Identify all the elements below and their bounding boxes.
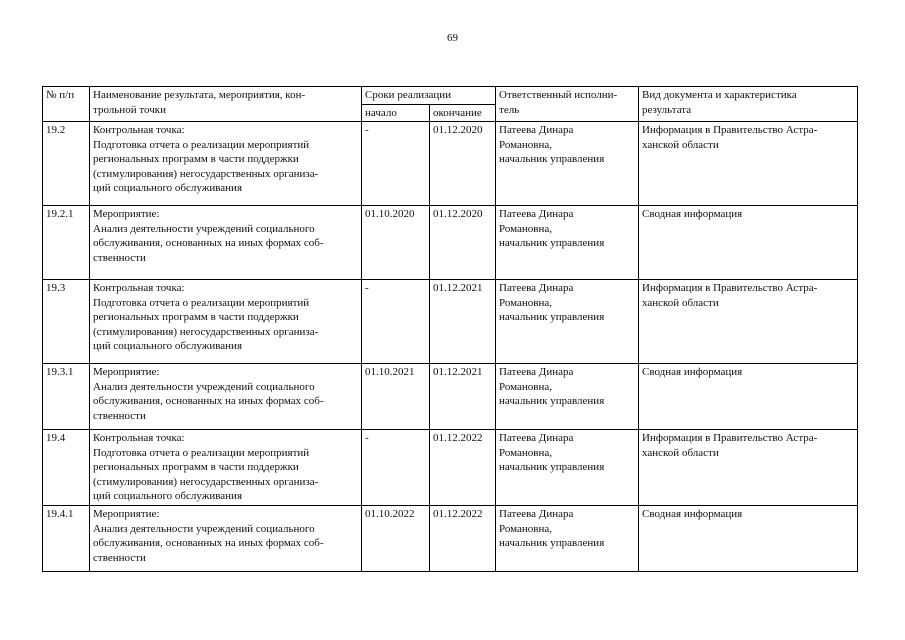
row-doc-cell: Сводная информация (639, 506, 858, 572)
row-num-cell: 19.3 (43, 280, 90, 364)
row-num-cell: 19.2.1 (43, 206, 90, 280)
row-start-cell: 01.10.2022 (362, 506, 430, 572)
row-num-cell: 19.3.1 (43, 364, 90, 430)
header-name: Наименование результата, мероприятия, кон- трольной точки (90, 87, 362, 122)
row-doc-cell: Информация в Правительство Астра- ханской области (639, 430, 858, 506)
row-start-cell: 01.10.2020 (362, 206, 430, 280)
table-row (43, 122, 858, 206)
row-num-cell: 19.2 (43, 122, 90, 206)
table-row (43, 280, 858, 364)
header-responsible: Ответственный исполни- тель (496, 87, 639, 122)
row-end-cell: 01.12.2022 (430, 506, 496, 572)
row-num-cell: 19.4.1 (43, 506, 90, 572)
row-responsible-cell: Патеева Динара Романовна, начальник управления (496, 430, 639, 506)
row-end-cell: 01.12.2021 (430, 280, 496, 364)
header-dates-group: Сроки реализации (362, 87, 496, 105)
row-name-cell: Контрольная точка: Подготовка отчета о реализации мероприятий региональных программ в части поддержки (стимулирования) негосударственных организа- ций социального обслуживания (90, 430, 362, 506)
header-row-1 (43, 87, 858, 105)
row-end-cell: 01.12.2020 (430, 122, 496, 206)
row-name-cell: Контрольная точка: Подготовка отчета о реализации мероприятий региональных программ в части поддержки (стимулирования) негосударственных организа- ций социального обслуживания (90, 280, 362, 364)
header-num: № п/п (43, 87, 90, 122)
row-end-cell: 01.12.2021 (430, 364, 496, 430)
row-start-cell: - (362, 430, 430, 506)
row-responsible-cell: Патеева Динара Романовна, начальник управления (496, 280, 639, 364)
row-name-cell: Контрольная точка: Подготовка отчета о реализации мероприятий региональных программ в части поддержки (стимулирования) негосударственных организа- ций социального обслуживания (90, 122, 362, 206)
row-responsible-cell: Патеева Динара Романовна, начальник управления (496, 206, 639, 280)
row-end-cell: 01.12.2020 (430, 206, 496, 280)
header-end: окончание (430, 104, 496, 122)
row-responsible-cell: Патеева Динара Романовна, начальник управления (496, 506, 639, 572)
row-doc-cell: Информация в Правительство Астра- ханской области (639, 122, 858, 206)
row-start-cell: - (362, 280, 430, 364)
row-responsible-cell: Патеева Динара Романовна, начальник управления (496, 364, 639, 430)
row-name-cell: Мероприятие: Анализ деятельности учреждений социального обслуживания, основанных на иных формах соб- ственности (90, 206, 362, 280)
table-row (43, 506, 858, 572)
table-row (43, 364, 858, 430)
header-start: начало (362, 104, 430, 122)
table-row (43, 430, 858, 506)
page-number: 69 (447, 32, 458, 44)
header-doc: Вид документа и характеристика результата (639, 87, 858, 122)
row-start-cell: - (362, 122, 430, 206)
row-num-cell: 19.4 (43, 430, 90, 506)
table-row (43, 206, 858, 280)
row-doc-cell: Информация в Правительство Астра- ханской области (639, 280, 858, 364)
row-end-cell: 01.12.2022 (430, 430, 496, 506)
row-name-cell: Мероприятие: Анализ деятельности учреждений социального обслуживания, основанных на иных формах соб- ственности (90, 364, 362, 430)
row-name-cell: Мероприятие: Анализ деятельности учреждений социального обслуживания, основанных на иных формах соб- ственности (90, 506, 362, 572)
row-doc-cell: Сводная информация (639, 364, 858, 430)
row-responsible-cell: Патеева Динара Романовна, начальник управления (496, 122, 639, 206)
row-doc-cell: Сводная информация (639, 206, 858, 280)
row-start-cell: 01.10.2021 (362, 364, 430, 430)
schedule-table (42, 86, 858, 572)
